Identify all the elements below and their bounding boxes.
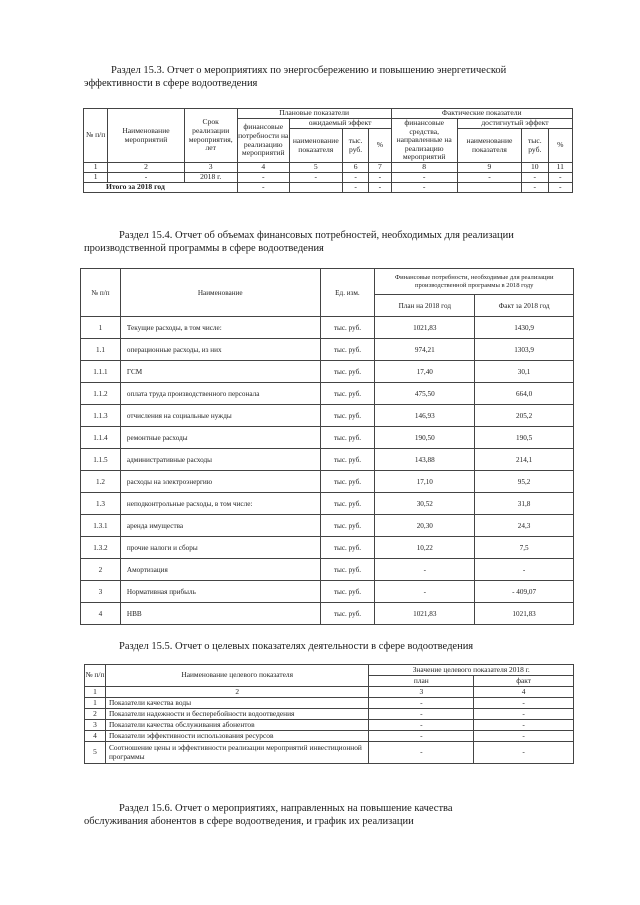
colnum: 11 bbox=[548, 163, 572, 173]
cell-name: НВВ bbox=[120, 603, 320, 625]
indicator-name-header: наименование показателя bbox=[289, 129, 342, 163]
actual-header: Фактические показатели bbox=[391, 109, 573, 119]
table-row bbox=[84, 173, 573, 183]
cell-unit: тыс. руб. bbox=[320, 537, 375, 559]
cell-num: 1 bbox=[85, 698, 106, 709]
target-indicators-table bbox=[84, 664, 574, 764]
total-label: Итого за 2018 год bbox=[84, 183, 238, 193]
cell-fact: - bbox=[474, 709, 574, 720]
section-15-4-title-line1: Раздел 15.4. Отчет об объемах финансовых потребностей, необходимых для реализации bbox=[119, 230, 514, 241]
cell-num: 1.1.4 bbox=[81, 427, 121, 449]
cell-fact: - bbox=[474, 742, 574, 764]
section-15-5-title: Раздел 15.5. Отчет о целевых показателях деятельности в сфере водоотведения bbox=[119, 641, 474, 652]
colnum: 3 bbox=[369, 687, 474, 698]
financial-needs-table bbox=[80, 268, 574, 625]
col-name-header: Наименование целевого показателя bbox=[105, 665, 368, 687]
table-row bbox=[81, 361, 574, 383]
table-row bbox=[85, 742, 574, 764]
cell: - bbox=[548, 183, 572, 193]
cell-num: 2 bbox=[81, 559, 121, 581]
cell-num: 1.1.1 bbox=[81, 361, 121, 383]
cell: - bbox=[237, 173, 289, 183]
cell: - bbox=[369, 183, 391, 193]
cell-unit: тыс. руб. bbox=[320, 383, 375, 405]
cell-plan: 20,30 bbox=[375, 515, 475, 537]
cell-plan: 143,88 bbox=[375, 449, 475, 471]
fact-header: Факт за 2018 год bbox=[475, 295, 574, 317]
cell-unit: тыс. руб. bbox=[320, 339, 375, 361]
cell-num: 3 bbox=[81, 581, 121, 603]
cell-num: 1.1.2 bbox=[81, 383, 121, 405]
cell-fact: 1430,9 bbox=[475, 317, 574, 339]
cell-plan: - bbox=[369, 709, 474, 720]
cell-unit: тыс. руб. bbox=[320, 317, 375, 339]
colnum: 2 bbox=[108, 163, 184, 173]
section-15-3-title-line1: Раздел 15.3. Отчет о мероприятиях по энергосбережению и повышению энергетической bbox=[111, 65, 507, 76]
cell: - bbox=[457, 173, 521, 183]
rub-header-2: тыс. руб. bbox=[522, 129, 549, 163]
table-row bbox=[81, 471, 574, 493]
cell-unit: тыс. руб. bbox=[320, 449, 375, 471]
cell-plan: 17,10 bbox=[375, 471, 475, 493]
colnum: 7 bbox=[369, 163, 391, 173]
colnum: 3 bbox=[184, 163, 237, 173]
table-row bbox=[81, 515, 574, 537]
cell-plan: 17,40 bbox=[375, 361, 475, 383]
cell-plan: - bbox=[369, 731, 474, 742]
cell-num: 4 bbox=[85, 731, 106, 742]
planned-header: Плановые показатели bbox=[237, 109, 391, 119]
cell: - bbox=[108, 173, 184, 183]
cell-name: операционные расходы, из них bbox=[120, 339, 320, 361]
cell bbox=[457, 183, 521, 193]
table-row bbox=[81, 603, 574, 625]
column-number-row bbox=[84, 163, 573, 173]
cell: - bbox=[237, 183, 289, 193]
table-row bbox=[81, 449, 574, 471]
cell-fact: 664,0 bbox=[475, 383, 574, 405]
cell-plan: 146,93 bbox=[375, 405, 475, 427]
column-number-row bbox=[85, 687, 574, 698]
cell-name: отчисления на социальные нужды bbox=[120, 405, 320, 427]
colnum: 8 bbox=[391, 163, 457, 173]
colnum: 6 bbox=[342, 163, 369, 173]
cell-plan: 974,21 bbox=[375, 339, 475, 361]
cell-name: Амортизация bbox=[120, 559, 320, 581]
cell-name: аренда имущества bbox=[120, 515, 320, 537]
colnum: 1 bbox=[84, 163, 108, 173]
cell-name: административные расходы bbox=[120, 449, 320, 471]
cell-num: 1.1.5 bbox=[81, 449, 121, 471]
energy-measures-table bbox=[83, 108, 573, 193]
fin-needs-header: Финансовые потребности, необходимые для реализации производственной программы в 2018 году bbox=[375, 269, 574, 295]
col-num-header: № п/п bbox=[85, 665, 106, 687]
cell: - bbox=[391, 173, 457, 183]
cell-fact: - bbox=[474, 720, 574, 731]
cell-name: Соотношение цены и эффективности реализации мероприятий инвестиционной программы bbox=[105, 742, 368, 764]
cell-name: неподконтрольные расходы, в том числе: bbox=[120, 493, 320, 515]
colnum: 4 bbox=[237, 163, 289, 173]
cell-fact: - bbox=[475, 559, 574, 581]
cell-num: 1.1 bbox=[81, 339, 121, 361]
cell-name: ГСМ bbox=[120, 361, 320, 383]
rub-header: тыс. руб. bbox=[342, 129, 369, 163]
cell-name: Текущие расходы, в том числе: bbox=[120, 317, 320, 339]
cell-name: оплата труда производственного персонала bbox=[120, 383, 320, 405]
cell-fact: 31,8 bbox=[475, 493, 574, 515]
plan-header: План на 2018 год bbox=[375, 295, 475, 317]
cell-unit: тыс. руб. bbox=[320, 559, 375, 581]
cell-plan: 475,50 bbox=[375, 383, 475, 405]
table-row bbox=[81, 493, 574, 515]
cell-plan: 190,50 bbox=[375, 427, 475, 449]
cell-plan: 1021,83 bbox=[375, 317, 475, 339]
col-num-header: № п/п bbox=[84, 109, 108, 163]
section-15-6-title-line1: Раздел 15.6. Отчет о мероприятиях, направленных на повышение качества bbox=[119, 803, 453, 814]
pct-header: % bbox=[369, 129, 391, 163]
cell: - bbox=[522, 173, 549, 183]
cell: - bbox=[391, 183, 457, 193]
cell-num: 3 bbox=[85, 720, 106, 731]
cell-num: 4 bbox=[81, 603, 121, 625]
section-15-6-title-line2: обслуживания абонентов в сфере водоотведения, и график их реализации bbox=[84, 816, 414, 827]
col-unit-header: Ед. изм. bbox=[320, 269, 375, 317]
cell-fact: - bbox=[474, 698, 574, 709]
cell-num: 1.3.1 bbox=[81, 515, 121, 537]
cell-plan: - bbox=[369, 742, 474, 764]
cell-fact: - bbox=[474, 731, 574, 742]
cell: - bbox=[548, 173, 572, 183]
cell-fact: 1021,83 bbox=[475, 603, 574, 625]
cell: 2018 г. bbox=[184, 173, 237, 183]
cell-unit: тыс. руб. bbox=[320, 581, 375, 603]
cell-name: расходы на электроэнергию bbox=[120, 471, 320, 493]
cell-name: Показатели качества воды bbox=[105, 698, 368, 709]
col-name-header: Наименование bbox=[120, 269, 320, 317]
colnum: 10 bbox=[522, 163, 549, 173]
table-row bbox=[85, 720, 574, 731]
cell-name: Показатели эффективности использования ресурсов bbox=[105, 731, 368, 742]
cell-unit: тыс. руб. bbox=[320, 493, 375, 515]
achieved-effect-header: достигнутый эффект bbox=[457, 119, 572, 129]
cell-name: Показатели качества обслуживания абонентов bbox=[105, 720, 368, 731]
cell-plan: 1021,83 bbox=[375, 603, 475, 625]
cell-fact: 205,2 bbox=[475, 405, 574, 427]
cell-num: 2 bbox=[85, 709, 106, 720]
cell-name: Показатели надежности и бесперебойности водоотведения bbox=[105, 709, 368, 720]
cell bbox=[289, 183, 342, 193]
cell-unit: тыс. руб. bbox=[320, 361, 375, 383]
table-row bbox=[81, 339, 574, 361]
cell: 1 bbox=[84, 173, 108, 183]
cell: - bbox=[369, 173, 391, 183]
cell-unit: тыс. руб. bbox=[320, 471, 375, 493]
cell-fact: 214,1 bbox=[475, 449, 574, 471]
cell-plan: - bbox=[375, 581, 475, 603]
cell-fact: 1303,9 bbox=[475, 339, 574, 361]
cell-fact: 7,5 bbox=[475, 537, 574, 559]
plan-header: план bbox=[369, 676, 474, 687]
col-name-header: Наименование мероприятий bbox=[108, 109, 184, 163]
indicator-name-header-2: наименование показателя bbox=[457, 129, 521, 163]
fact-header: факт bbox=[474, 676, 574, 687]
table-row bbox=[85, 731, 574, 742]
cell-unit: тыс. руб. bbox=[320, 405, 375, 427]
table-row bbox=[81, 383, 574, 405]
table-row bbox=[81, 581, 574, 603]
col-term-header: Срок реализации мероприятия, лет bbox=[184, 109, 237, 163]
cell-num: 1.3.2 bbox=[81, 537, 121, 559]
cell-num: 1.2 bbox=[81, 471, 121, 493]
cell-fact: - 409,07 bbox=[475, 581, 574, 603]
cell-plan: - bbox=[369, 720, 474, 731]
cell-fact: 95,2 bbox=[475, 471, 574, 493]
cell-plan: - bbox=[375, 559, 475, 581]
colnum: 5 bbox=[289, 163, 342, 173]
total-row bbox=[84, 183, 573, 193]
colnum: 1 bbox=[85, 687, 106, 698]
cell: - bbox=[342, 183, 369, 193]
col-num-header: № п/п bbox=[81, 269, 121, 317]
cell-num: 1.3 bbox=[81, 493, 121, 515]
cell-unit: тыс. руб. bbox=[320, 515, 375, 537]
cell-name: прочие налоги и сборы bbox=[120, 537, 320, 559]
cell: - bbox=[342, 173, 369, 183]
pct-header-2: % bbox=[548, 129, 572, 163]
cell-unit: тыс. руб. bbox=[320, 427, 375, 449]
cell-fact: 24,3 bbox=[475, 515, 574, 537]
cell: - bbox=[289, 173, 342, 183]
cell-unit: тыс. руб. bbox=[320, 603, 375, 625]
expected-effect-header: ожидаемый эффект bbox=[289, 119, 391, 129]
cell-plan: 30,52 bbox=[375, 493, 475, 515]
cell: - bbox=[522, 183, 549, 193]
table-row bbox=[85, 709, 574, 720]
section-15-3-title-line2: эффективности в сфере водоотведения bbox=[84, 78, 258, 89]
cell-plan: 10,22 bbox=[375, 537, 475, 559]
cell-fact: 190,5 bbox=[475, 427, 574, 449]
cell-num: 1.1.3 bbox=[81, 405, 121, 427]
table-row bbox=[81, 405, 574, 427]
colnum: 9 bbox=[457, 163, 521, 173]
cell-num: 5 bbox=[85, 742, 106, 764]
table-row bbox=[81, 537, 574, 559]
table-row bbox=[81, 317, 574, 339]
fin-means-header: финансовые средства, направленные на реализацию мероприятий bbox=[391, 119, 457, 163]
table-row bbox=[81, 559, 574, 581]
fin-needs-header: финансовые потребности на реализацию мероприятий bbox=[237, 119, 289, 163]
colnum: 4 bbox=[474, 687, 574, 698]
cell-name: Нормативная прибыль bbox=[120, 581, 320, 603]
value-header: Значение целевого показателя 2018 г. bbox=[369, 665, 574, 676]
colnum: 2 bbox=[105, 687, 368, 698]
cell-name: ремонтные расходы bbox=[120, 427, 320, 449]
cell-num: 1 bbox=[81, 317, 121, 339]
table-row bbox=[81, 427, 574, 449]
cell-fact: 30,1 bbox=[475, 361, 574, 383]
section-15-4-title-line2: производственной программы в сфере водоотведения bbox=[84, 243, 324, 254]
cell-plan: - bbox=[369, 698, 474, 709]
table-row bbox=[85, 698, 574, 709]
